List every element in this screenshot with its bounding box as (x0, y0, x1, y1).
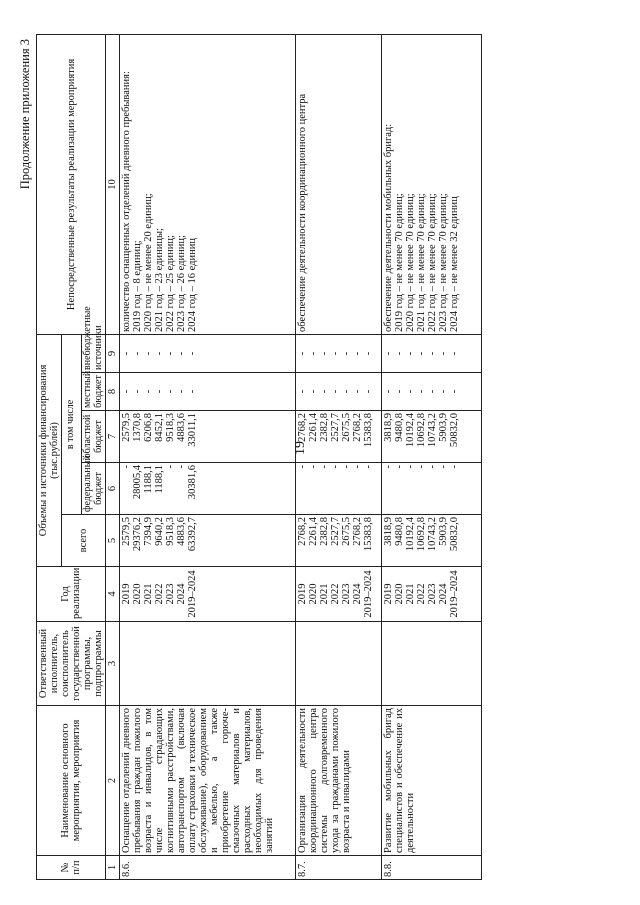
row-num: 8.6. (120, 856, 296, 880)
header-num: № п/п (37, 856, 106, 880)
header-total: всего (62, 515, 106, 567)
col-number: 6 (106, 463, 120, 515)
row-offbudget: - - - - - - - (382, 334, 482, 372)
table-row (382, 34, 482, 879)
row-local: - - - - - - - (120, 373, 296, 411)
continuation-title: Продолжение приложения 3 (18, 39, 32, 190)
column-number-row (106, 34, 120, 879)
row-years: 2019 2020 2021 2022 2023 2024 2019–2024 (296, 567, 382, 622)
col-number: 5 (106, 515, 120, 567)
row-total: 3818,9 9480,8 10192,4 10692,8 10743,2 5903,9 50832,0 (382, 515, 482, 567)
row-years: 2019 2020 2021 2022 2023 2024 2019–2024 (120, 567, 296, 622)
col-number: 7 (106, 411, 120, 463)
row-num: 8.8. (382, 856, 482, 880)
row-total: 2768,2 2261,4 2382,8 2527,7 2675,5 2768,2 15383,8 (296, 515, 382, 567)
page-number: 19 (293, 441, 308, 455)
col-number: 8 (106, 373, 120, 411)
col-number: 1 (106, 856, 120, 880)
row-executor (296, 622, 382, 706)
row-result: обеспечение деятельности мобильных бригад: 2019 год – не менее 70 единиц; 2020 год – не менее 70 единиц; 2021 год – не менее 70 единиц; 2022 год – не менее 70 единиц; 2023 год – не менее 70 единиц; 2024 год – не менее 32 единиц (382, 34, 482, 334)
row-federal: - - - - - - - (296, 463, 382, 515)
col-number: 10 (106, 34, 120, 334)
row-local: - - - - - - - (382, 373, 482, 411)
header-volumes: Объемы и источники финансирования (тыс.рублей) (37, 334, 62, 566)
row-federal: - - - - - - - (382, 463, 482, 515)
header-name: Наименование основного мероприятия, мероприятия (37, 706, 106, 856)
row-years: 2019 2020 2021 2022 2023 2024 2019–2024 (382, 567, 482, 622)
row-name: Организация деятельности координационного центра системы долговременного ухода за гражданами пожилого возраста и инвалидами (296, 706, 382, 856)
row-local: - - - - - - - (296, 373, 382, 411)
row-result: обеспечение деятельности координационного центра (296, 34, 382, 334)
col-number: 4 (106, 567, 120, 622)
row-offbudget: - - - - - - - (120, 334, 296, 372)
row-total: 2579,5 29376,2 7394,9 9640,2 9518,3 4883,6 63392,7 (120, 515, 296, 567)
col-number: 9 (106, 334, 120, 372)
row-regional: 3818,9 9480,8 10192,4 10692,8 10743,2 5903,9 50832,0 (382, 411, 482, 463)
row-name: Оснащение отделений дневного пребывания граждан пожилого возраста и инвалидов, в том числе страдающих когнитивными расстройствами, автотранспортом (включая оплату страховки и техническое обслуживание), оборудованием и мебелью, а также приобретение горюче-смазочных материалов и расходных материалов, необходимых для проведения занятий (120, 706, 296, 856)
row-executor (120, 622, 296, 706)
row-regional: 2768,2 2261,4 2382,8 2527,7 2675,5 2768,2 15383,8 (296, 411, 382, 463)
row-result: количество оснащенных отделений дневного пребывания: 2019 год – 8 единиц; 2020 год – не менее 20 единиц; 2021 год – 23 единицы; 2022 год – 25 единиц; 2023 год – 26 единиц; 2024 год – 16 единиц (120, 34, 296, 334)
header-year: Год реализации (37, 567, 106, 622)
header-regional: областной бюджет (82, 411, 106, 463)
row-name: Развитие мобильных бригад специалистов и обеспечение их деятельности (382, 706, 482, 856)
row-executor (382, 622, 482, 706)
header-executor: Ответственный исполнитель, соисполнитель государственной программы, подпрограммы (37, 622, 106, 706)
rotated-page (20, 35, 510, 880)
row-offbudget: - - - - - - - (296, 334, 382, 372)
col-number: 2 (106, 706, 120, 856)
program-table (36, 34, 482, 880)
header-offbudget: внебюджетные источники (82, 334, 106, 372)
header-federal: федеральный бюджет (82, 463, 106, 515)
table-row (120, 34, 296, 879)
col-number: 3 (106, 622, 120, 706)
header-incl: в том числе (62, 334, 82, 514)
header-results: Непосредственные результаты реализации мероприятия (37, 34, 106, 334)
table-row (296, 34, 382, 879)
row-regional: 2579,5 1370,8 6206,8 8452,1 9518,3 4883,6 33011,1 (120, 411, 296, 463)
row-federal: - 28005,4 1188,1 1188,1 - - 30381,6 (120, 463, 296, 515)
header-local: местный бюджет (82, 373, 106, 411)
row-num: 8.7. (296, 856, 382, 880)
